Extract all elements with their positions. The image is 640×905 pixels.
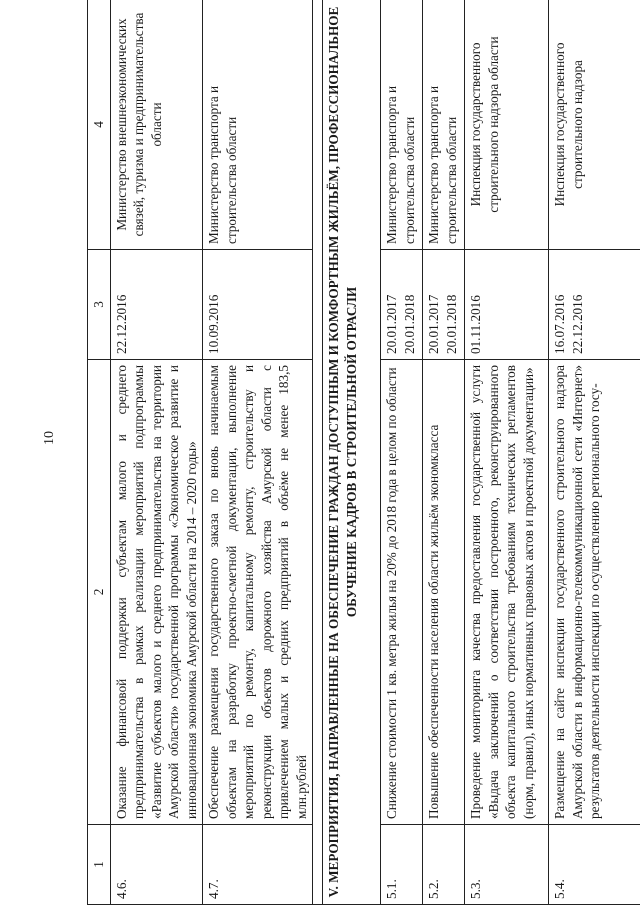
row-date: 16.07.2016 22.12.2016 <box>549 250 640 360</box>
measures-table <box>87 0 640 905</box>
row-number: 5.2. <box>423 825 465 905</box>
rotated-table-wrapper <box>87 0 632 905</box>
row-responsible: Инспекция государственного строительного надзора <box>549 0 640 250</box>
section-row <box>323 0 381 905</box>
row-text: Оказание финансовой поддержки субъектам малого и среднего предпринимательства в рамках реализации мероприятий подпрограммы «Развитие субъектов малого и среднего предпринимательства на территории Амурской области» государственной программы «Экономическое развитие и инновационная экономика Амурской области на 2014 – 2020 годы» <box>110 360 203 825</box>
row-number: 5.3. <box>465 825 549 905</box>
row-date: 10.09.2016 <box>203 250 313 360</box>
table-row <box>110 0 203 905</box>
row-text: Обеспечение размещения государственного заказа по вновь начинаемым объектам на разработку проектно-сметной документации, выполнение мероприятий по ремонту, капитальному ремонту, строительству и реконструкции объектов дорожного хозяйства Амурской области с привлечением малых и средних предприятий в объёме не менее 183,5 млн.рублей <box>203 360 313 825</box>
row-date: 22.12.2016 <box>110 250 203 360</box>
table-gap <box>313 0 323 905</box>
row-number: 4.6. <box>110 825 203 905</box>
row-text: Снижение стоимости 1 кв. метра жилья на 20% до 2018 года в целом по области <box>381 360 423 825</box>
row-number: 4.7. <box>203 825 313 905</box>
page-number: 10 <box>42 431 57 445</box>
table-row <box>381 0 423 905</box>
row-responsible: Министерство транспорта и строительства области <box>381 0 423 250</box>
spacer-row <box>313 0 323 905</box>
row-responsible: Министерство внешнеэкономических связей, туризма и предпринимательства области <box>110 0 203 250</box>
table-row <box>203 0 313 905</box>
row-number: 5.1. <box>381 825 423 905</box>
row-text: Проведение мониторинга качества предоставления государственной услуги «Выдача заключений о соответствии построенного, реконструированного объекта капитального строительства требованиям технических регламентов (норм, правил), иных нормативных правовых актов и проектной документации» <box>465 360 549 825</box>
row-responsible: Министерство транспорта и строительства области <box>423 0 465 250</box>
row-responsible: Министерство транспорта и строительства области <box>203 0 313 250</box>
section-title: V. МЕРОПРИЯТИЯ, НАПРАВЛЕННЫЕ НА ОБЕСПЕЧЕНИЕ ГРАЖДАН ДОСТУПНЫМ И КОМФОРТНЫМ ЖИЛЬЁМ, ПРОФЕССИОНАЛЬНОЕ ОБУЧЕНИЕ КАДРОВ В СТРОИТЕЛЬНОЙ ОТРАСЛИ <box>323 0 381 905</box>
row-responsible: Инспекция государственного строительного надзора области <box>465 0 549 250</box>
row-text: Повышение обеспеченности населения области жильём экономкласса <box>423 360 465 825</box>
table-row <box>465 0 549 905</box>
row-date: 01.11.2016 <box>465 250 549 360</box>
column-header: 4 <box>88 0 111 250</box>
row-text: Размещение на сайте инспекции государственного строительного надзора Амурской области в информационно-телекоммуникационной сети «Интернет» результатов деятельности инспекции по осуществлению регионального госу- <box>549 360 640 825</box>
column-header-row <box>88 0 111 905</box>
table-row <box>549 0 640 905</box>
column-header: 1 <box>88 825 111 905</box>
column-header: 3 <box>88 250 111 360</box>
row-date: 20.01.2017 20.01.2018 <box>423 250 465 360</box>
row-date: 20.01.2017 20.01.2018 <box>381 250 423 360</box>
column-header: 2 <box>88 360 111 825</box>
table-row <box>423 0 465 905</box>
row-number: 5.4. <box>549 825 640 905</box>
